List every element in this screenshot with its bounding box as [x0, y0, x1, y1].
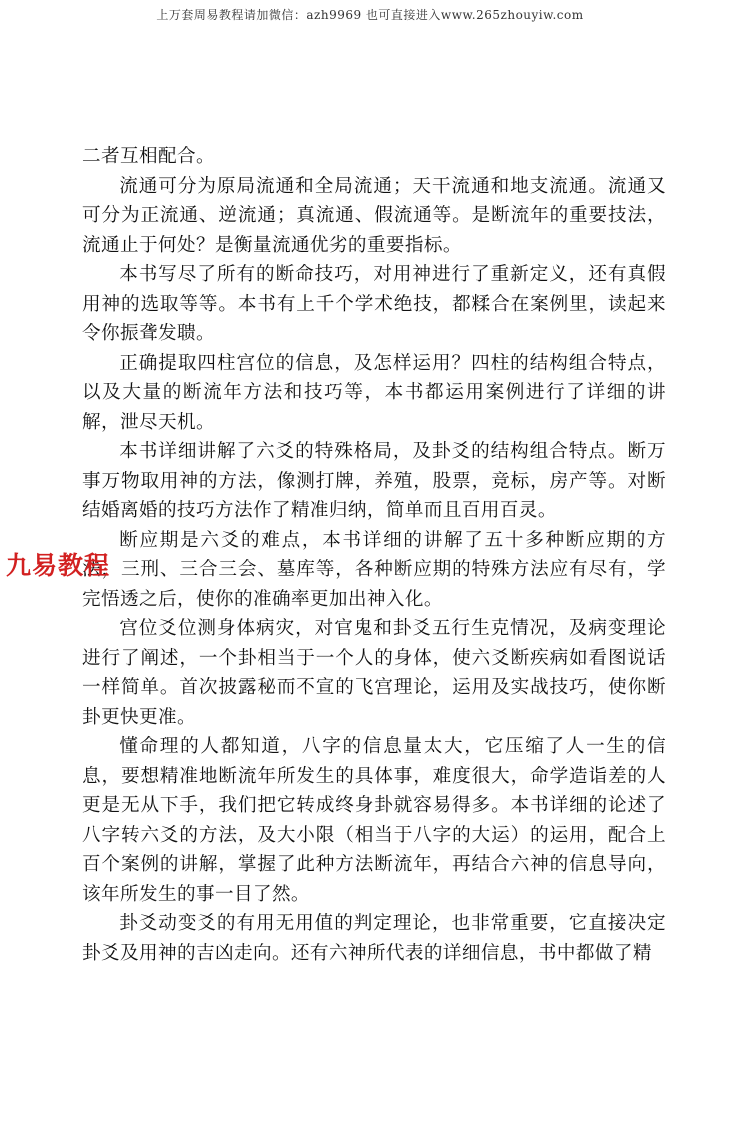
paragraph: 正确提取四柱宫位的信息，及怎样运用？四柱的结构组合特点，以及大量的断流年方法和技巧等，本书都运用案例进行了详细的讲解，泄尽天机。	[82, 352, 666, 433]
paragraph: 卦爻动变爻的有用无用值的判定理论，也非常重要，它直接决定卦爻及用神的吉凶走向。还有六神所代表的详细信息，书中都做了精	[82, 913, 666, 964]
paragraph: 流通可分为原局流通和全局流通；天干流通和地支流通。流通又可分为正流通、逆流通；真流通、假流通等。是断流年的重要技法，流通止于何处？是衡量流通优劣的重要指标。	[82, 175, 666, 256]
document-body	[82, 142, 666, 968]
paragraph: 本书详细讲解了六爻的特殊格局，及卦爻的结构组合特点。断万事万物取用神的方法，像测打牌，养殖，股票，竞标，房产等。对断结婚离婚的技巧方法作了精准归纳，简单而且百用百灵。	[82, 441, 666, 521]
paragraph: 断应期是六爻的难点，本书详细的讲解了五十多种断应期的方法，三刑、三合三会、墓库等，各种断应期的特殊方法应有尽有，学完悟透之后，使你的准确率更加出神入化。	[82, 529, 666, 610]
watermark-logo: 九易教程	[6, 551, 111, 580]
paragraph: 懂命理的人都知道，八字的信息量太大，它压缩了人一生的信息，要想精准地断流年所发生的具体事，难度很大，命学造诣差的人更是无从下手，我们把它转成终身卦就容易得多。本书详细的论述了八字转六爻的方法，及大小限（相当于八字的大运）的运用，配合上百个案例的讲解，掌握了此种方法断流年，再结合六神的信息导向，该年所发生的事一目了然。	[82, 736, 666, 905]
paragraph: 二者互相配合。	[82, 146, 215, 167]
paragraph: 宫位爻位测身体病灾，对官鬼和卦爻五行生克情况，及病变理论进行了阐述，一个卦相当于一个人的身体，使六爻断疾病如看图说话一样简单。首次披露秘而不宣的飞宫理论，运用及实战技巧，使你断卦更快更准。	[82, 618, 666, 728]
page-header-banner: 上万套周易教程请加微信：azh9969 也可直接进入www.265zhouyiw.com	[156, 8, 584, 22]
paragraph: 本书写尽了所有的断命技巧，对用神进行了重新定义，还有真假用神的选取等等。本书有上千个学术绝技，都糅合在案例里，读起来令你振聋发聩。	[82, 264, 666, 344]
